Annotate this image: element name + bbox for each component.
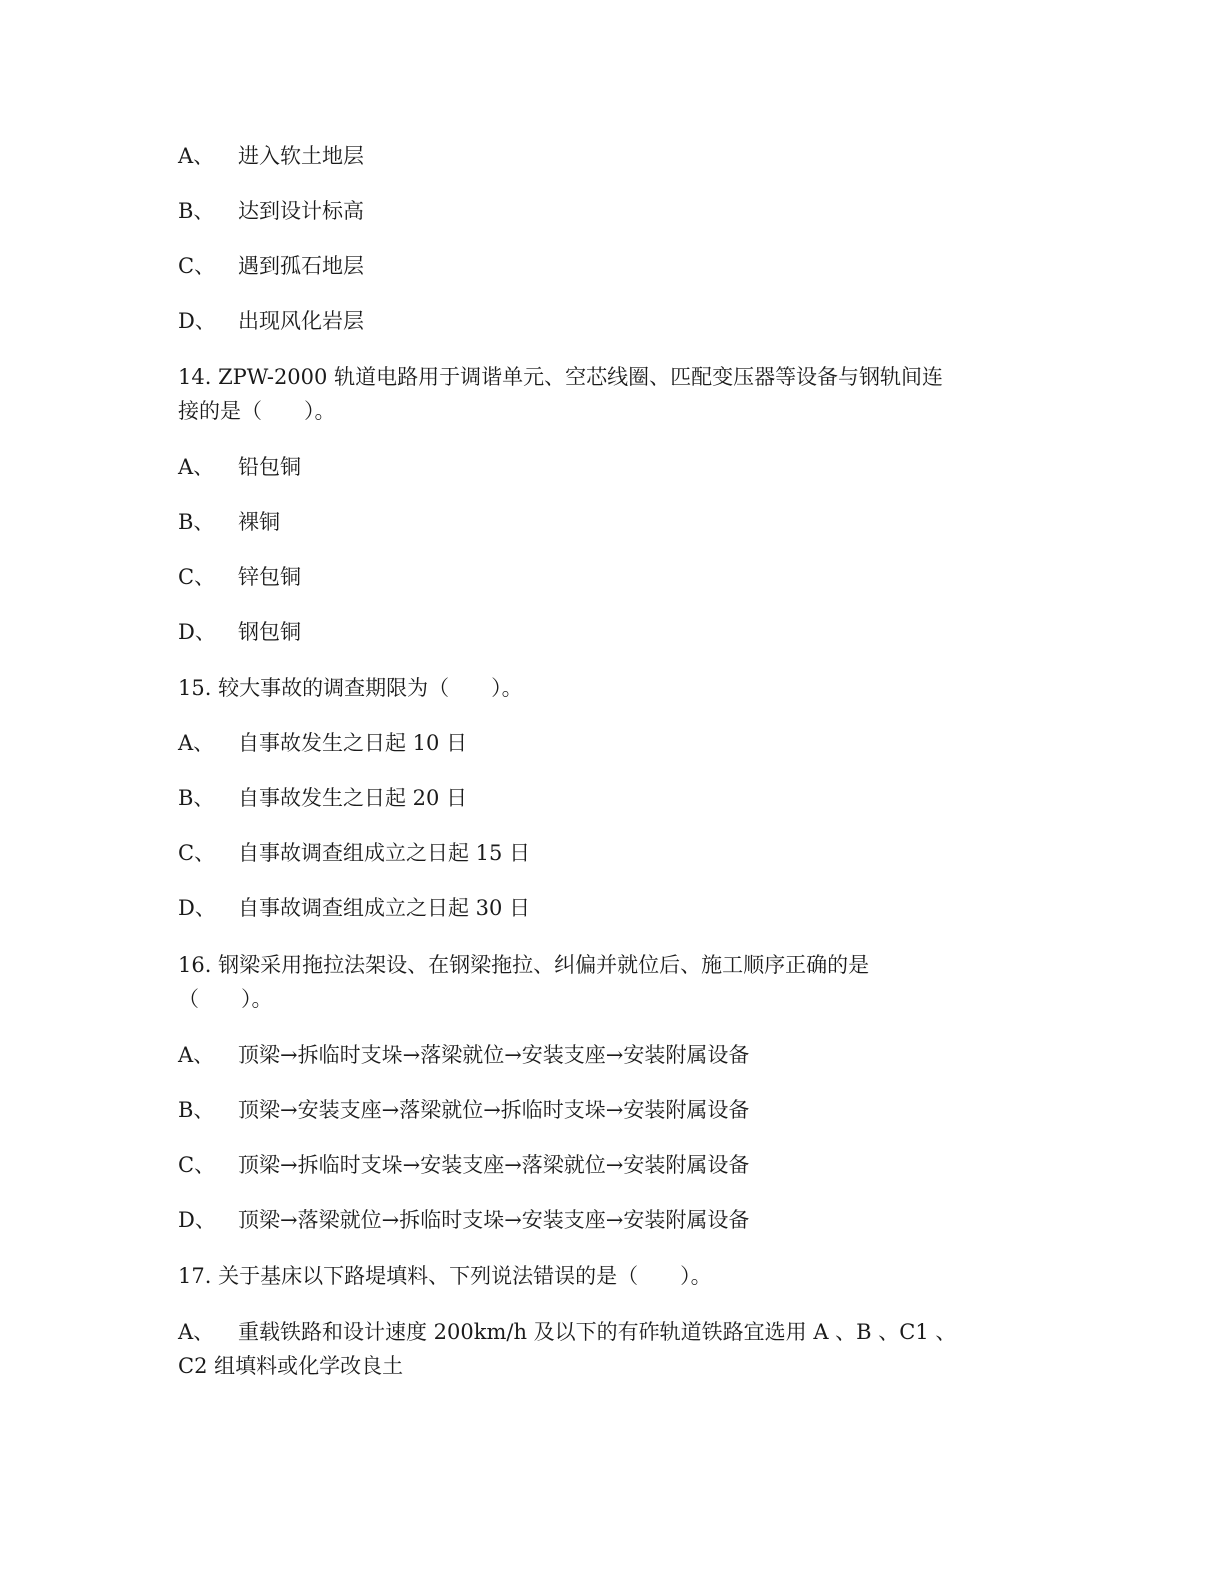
question-14-cont xyxy=(178,395,336,427)
option-letter: B、 xyxy=(178,1098,215,1122)
option-text: 自事故发生之日起 10 日 xyxy=(238,731,468,755)
option-c xyxy=(178,1149,749,1181)
option-text: C2 组填料或化学改良土 xyxy=(178,1354,404,1378)
option-a xyxy=(178,140,364,172)
option-letter: C、 xyxy=(178,841,216,865)
option-letter: B、 xyxy=(178,786,215,810)
option-a xyxy=(178,727,467,759)
option-letter: A、 xyxy=(178,1320,215,1344)
option-b xyxy=(178,782,467,814)
option-a-cont xyxy=(178,1350,403,1382)
option-text: 裸铜 xyxy=(238,510,280,534)
option-a xyxy=(178,1039,749,1071)
option-d xyxy=(178,1204,749,1236)
question-15 xyxy=(178,672,523,704)
option-letter: B、 xyxy=(178,510,215,534)
option-text: 铅包铜 xyxy=(238,455,301,479)
option-letter: D、 xyxy=(178,896,216,920)
option-letter: D、 xyxy=(178,620,216,644)
option-letter: A、 xyxy=(178,1043,215,1067)
option-letter: C、 xyxy=(178,565,216,589)
option-text: 出现风化岩层 xyxy=(238,309,364,333)
question-text: 15. 较大事故的调查期限为（ ）。 xyxy=(178,676,523,700)
question-text: （ ）。 xyxy=(178,987,273,1011)
option-letter: D、 xyxy=(178,309,216,333)
question-14 xyxy=(178,361,943,393)
question-text: 17. 关于基床以下路堤填料、下列说法错误的是（ ）。 xyxy=(178,1264,712,1288)
option-b xyxy=(178,195,364,227)
option-text: 锌包铜 xyxy=(238,565,301,589)
option-letter: C、 xyxy=(178,254,216,278)
option-letter: A、 xyxy=(178,144,215,168)
option-text: 进入软土地层 xyxy=(238,144,364,168)
question-text: 接的是（ ）。 xyxy=(178,399,336,423)
option-text: 钢包铜 xyxy=(238,620,301,644)
question-text: 14. ZPW-2000 轨道电路用于调谐单元、空芯线圈、匹配变压器等设备与钢轨间连 xyxy=(178,365,944,389)
option-letter: A、 xyxy=(178,455,215,479)
option-a xyxy=(178,451,301,483)
option-d xyxy=(178,305,364,337)
question-16 xyxy=(178,949,869,981)
option-b xyxy=(178,506,280,538)
option-text: 顶梁→拆临时支垛→落梁就位→安装支座→安装附属设备 xyxy=(238,1043,750,1067)
option-letter: C、 xyxy=(178,1153,216,1177)
option-b xyxy=(178,1094,749,1126)
question-text: 16. 钢梁采用拖拉法架设、在钢梁拖拉、纠偏并就位后、施工顺序正确的是 xyxy=(178,953,870,977)
option-letter: A、 xyxy=(178,731,215,755)
option-c xyxy=(178,250,364,282)
option-text: 顶梁→拆临时支垛→安装支座→落梁就位→安装附属设备 xyxy=(238,1153,750,1177)
option-text: 自事故调查组成立之日起 30 日 xyxy=(238,896,531,920)
option-letter: B、 xyxy=(178,199,215,223)
option-text: 达到设计标高 xyxy=(238,199,364,223)
option-text: 顶梁→落梁就位→拆临时支垛→安装支座→安装附属设备 xyxy=(238,1208,750,1232)
option-text: 遇到孤石地层 xyxy=(238,254,364,278)
option-text: 顶梁→安装支座→落梁就位→拆临时支垛→安装附属设备 xyxy=(238,1098,750,1122)
option-text: 自事故发生之日起 20 日 xyxy=(238,786,468,810)
option-d xyxy=(178,892,530,924)
option-text: 重载铁路和设计速度 200km/h 及以下的有砟轨道铁路宜选用 A 、B 、C1 、 xyxy=(238,1320,957,1344)
option-text: 自事故调查组成立之日起 15 日 xyxy=(238,841,531,865)
option-d xyxy=(178,616,301,648)
option-a xyxy=(178,1316,956,1348)
question-16-cont xyxy=(178,983,273,1015)
option-letter: D、 xyxy=(178,1208,216,1232)
option-c xyxy=(178,561,301,593)
option-c xyxy=(178,837,530,869)
question-17 xyxy=(178,1260,712,1292)
